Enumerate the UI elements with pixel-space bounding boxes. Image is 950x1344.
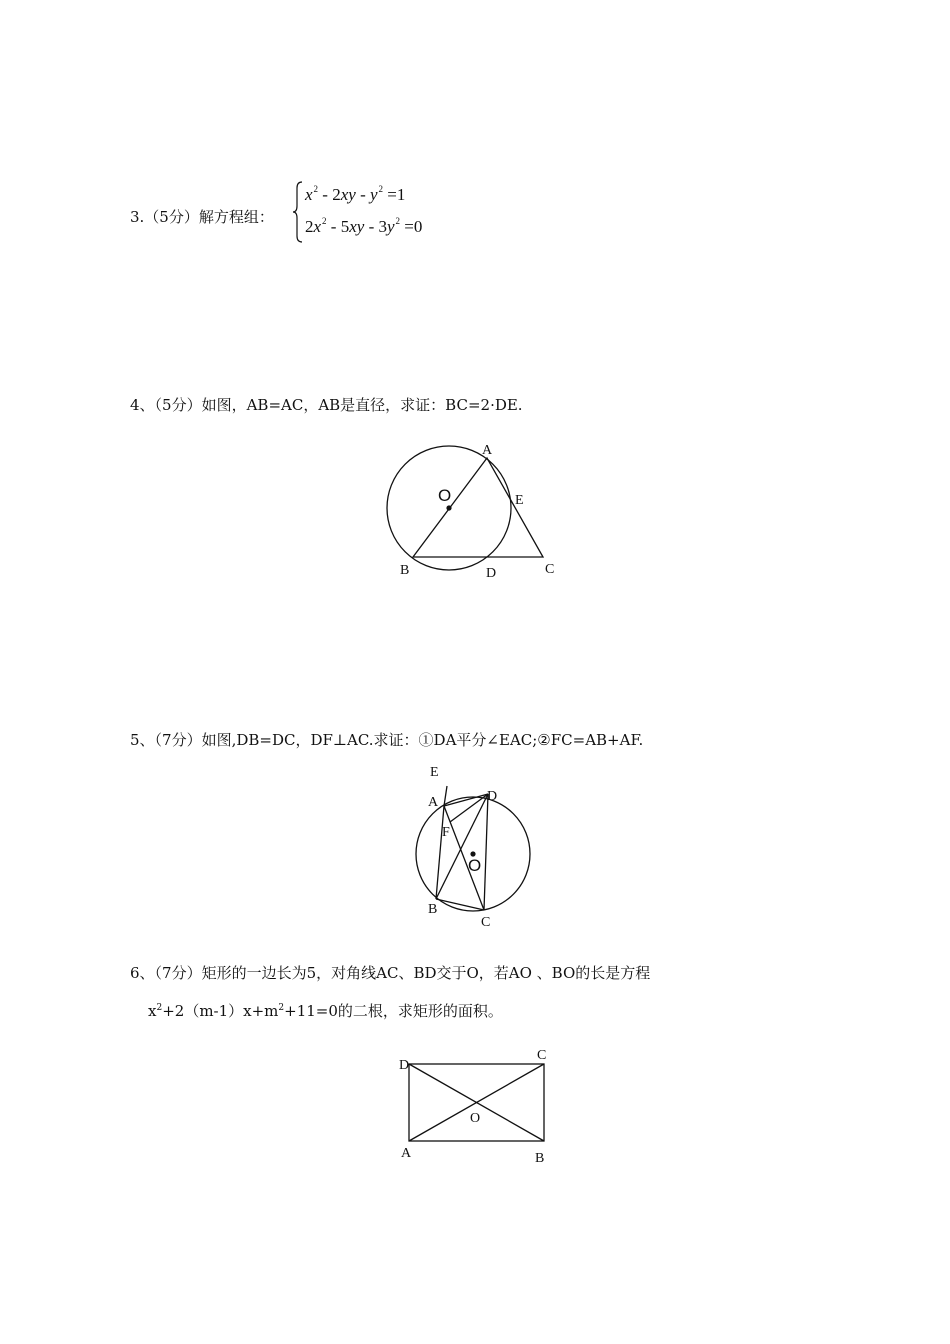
question-5-text: 5、（7分）如图,DB=DC，DF⊥AC.求证：①DA平分∠EAC;②FC=AB+AF. <box>130 731 644 749</box>
equation-2: $2x^2 - 5xy - 3y^2 =0$ <box>305 216 423 236</box>
label-c: C <box>481 915 491 930</box>
label-a: A <box>482 443 493 458</box>
line-df <box>450 794 488 822</box>
question-6-line-2: $x^2+2(m-1)x+m^2+11=0$的二根，求矩形的面积。 <box>148 1002 503 1020</box>
equation-1: $x^2 - 2xy - y^2 =1$ <box>305 184 406 204</box>
label-d: D <box>399 1058 410 1073</box>
question-6-line-1: 6、（7分）矩形的一边长为5，对角线AC、BD交于O，若AO 、BO的长是方程 <box>130 964 651 982</box>
figure-q5 <box>410 760 550 935</box>
label-b: B <box>535 1151 545 1166</box>
label-o: O <box>470 1111 481 1126</box>
label-f: F <box>442 825 450 840</box>
label-a: A <box>428 795 439 810</box>
label-d: D <box>487 789 498 804</box>
label-d: D <box>486 566 497 581</box>
label-o: O <box>468 856 482 875</box>
figure-q6 <box>390 1040 560 1170</box>
label-c: C <box>545 562 555 577</box>
label-b: B <box>428 902 438 917</box>
question-4-text: 4、（5分）如图，AB=AC，AB是直径，求证：BC=2·DE. <box>130 396 523 414</box>
label-a: A <box>401 1146 412 1161</box>
line-ad <box>444 794 488 806</box>
label-e: E <box>515 493 524 508</box>
label-o: O <box>438 486 452 505</box>
line-bc <box>436 899 484 910</box>
equation-system <box>293 180 493 244</box>
left-brace-icon <box>293 180 305 244</box>
label-c: C <box>537 1048 547 1063</box>
line-dc <box>484 794 488 910</box>
question-3-prefix: 3.（5分）解方程组： <box>130 208 274 226</box>
label-b: B <box>400 563 410 578</box>
center-point <box>446 505 451 510</box>
label-e: E <box>430 765 439 780</box>
figure-q4 <box>380 436 570 586</box>
